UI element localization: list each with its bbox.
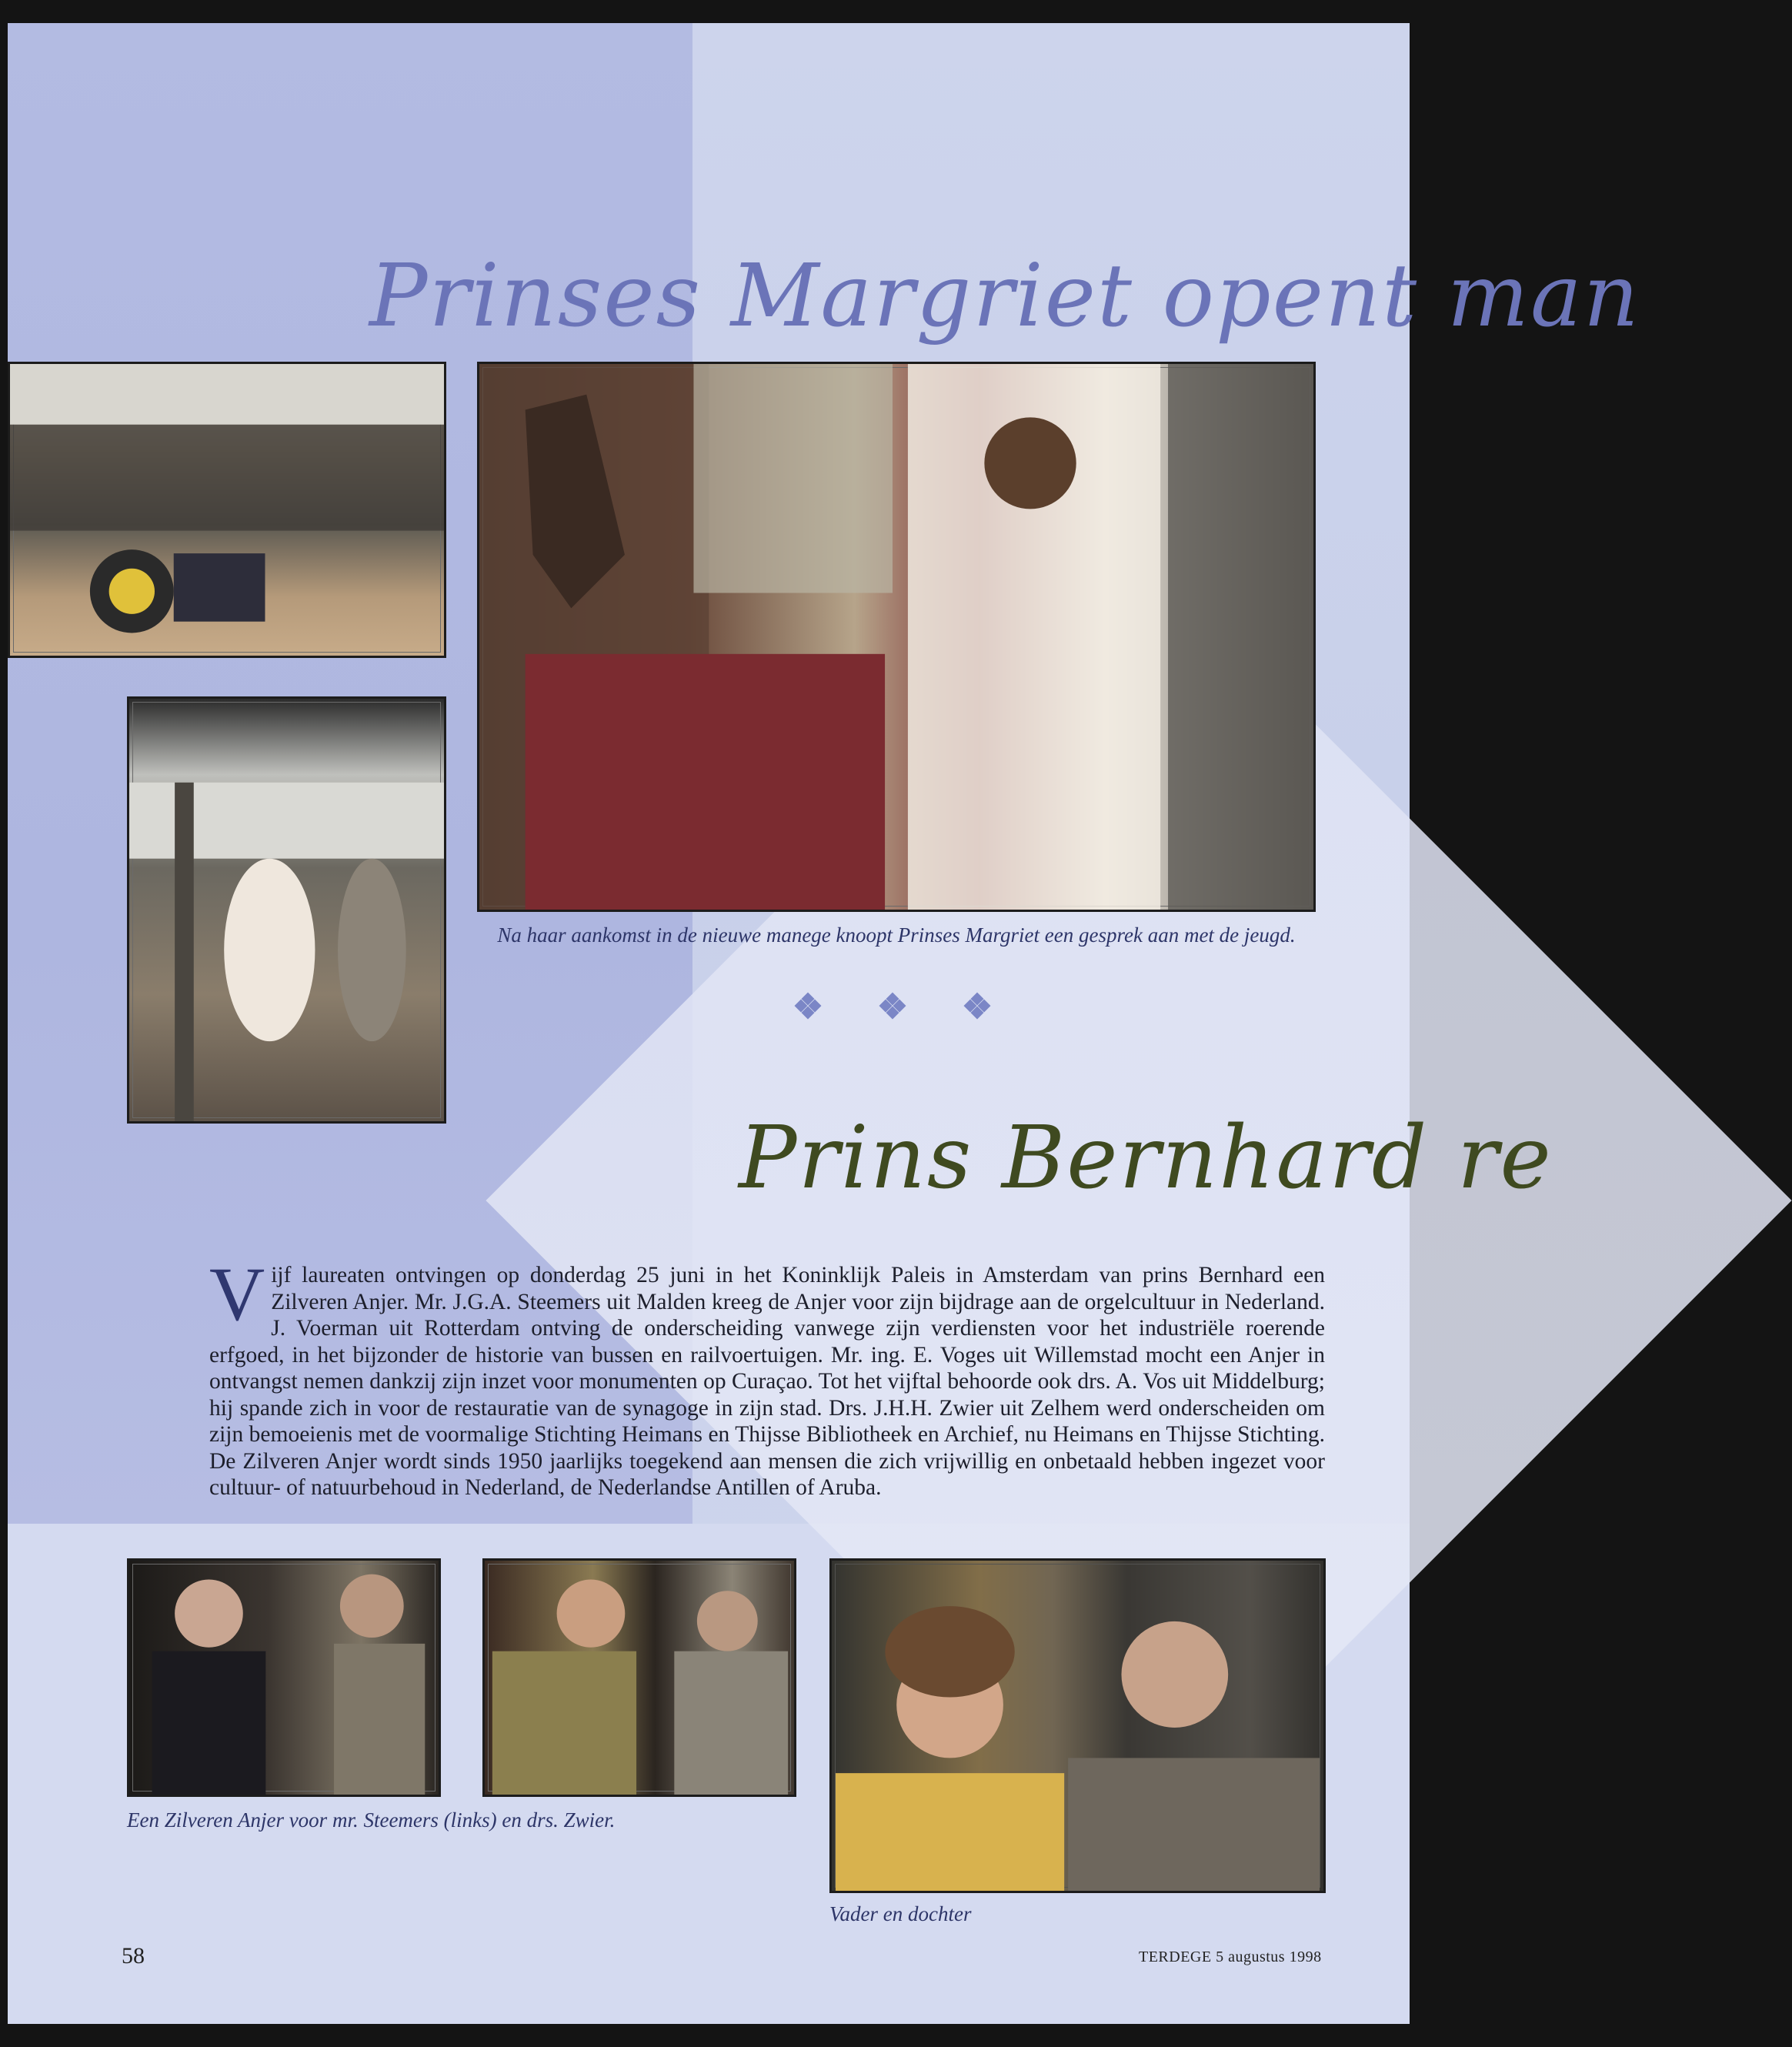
photo-handshake-zwier <box>482 1558 796 1797</box>
page-number: 58 <box>122 1943 145 1969</box>
headline-bernhard: Prins Bernhard re <box>739 1108 1553 1208</box>
photo-horse-stable <box>477 362 1316 912</box>
drop-cap: V <box>209 1251 265 1337</box>
photo-handshake-steemers <box>127 1558 441 1797</box>
ornament-diamond-icon <box>796 994 819 1017</box>
section-divider-ornaments <box>796 994 996 1025</box>
headline-margriet: Prinses Margriet opent man <box>369 246 1640 346</box>
photo-father-daughter <box>829 1558 1326 1893</box>
ornament-diamond-icon <box>966 994 989 1017</box>
ornament-diamond-icon <box>881 994 904 1017</box>
caption-handshakes: Een Zilveren Anjer voor mr. Steemers (links) en drs. Zwier. <box>127 1808 616 1832</box>
photo-crowd <box>8 362 446 658</box>
article-text: ijf laureaten ontvingen op donderdag 25 juni in het Koninklijk Paleis in Amsterdam van prins Bernhard een Zilveren Anjer. Mr. J.G.A. Steemers uit Malden kreeg de Anjer voor zijn bijdrage aan de orgelcultuur in Nederland. J. Voerman uit Rotterdam ontving de onderscheiding vanwege zijn verdiensten voor het industriële roerende erfgoed, in het bijzonder de historie van bussen en railvoertuigen. Mr. ing. E. Voges uit Willemstad mocht een Anjer in ontvangst nemen dankzij zijn inzet voor monumenten op Curaçao. Tot het vijftal behoorde ook drs. A. Vos uit Middelburg; hij spande zich in voor de restauratie van de synagoge in zijn stad. Drs. J.H.H. Zwier uit Zelhem werd onderscheiden om zijn bemoeienis met de voormalige Stichting Heimans en Thijsse Bibliotheek en Archief, nu Heimans en Thijsse Stichting. De Zilveren Anjer wordt sinds 1950 jaarlijks toegekend aan mensen die zich vrijwillig en onbetaald hebben ingezet voor cultuur- of natuurbehoud in Nederland, de Nederlandse Antillen of Aruba. <box>209 1263 1325 1500</box>
caption-father-daughter: Vader en dochter <box>829 1902 972 1925</box>
photo-arrival <box>127 696 446 1124</box>
caption-horse: Na haar aankomst in de nieuwe manege knoopt Prinses Margriet een gesprek aan met de jeugd. <box>497 923 1296 947</box>
magazine-issue: TERDEGE 5 augustus 1998 <box>1139 1948 1322 1965</box>
magazine-page <box>8 23 1640 2024</box>
article-body <box>209 1251 1325 1501</box>
